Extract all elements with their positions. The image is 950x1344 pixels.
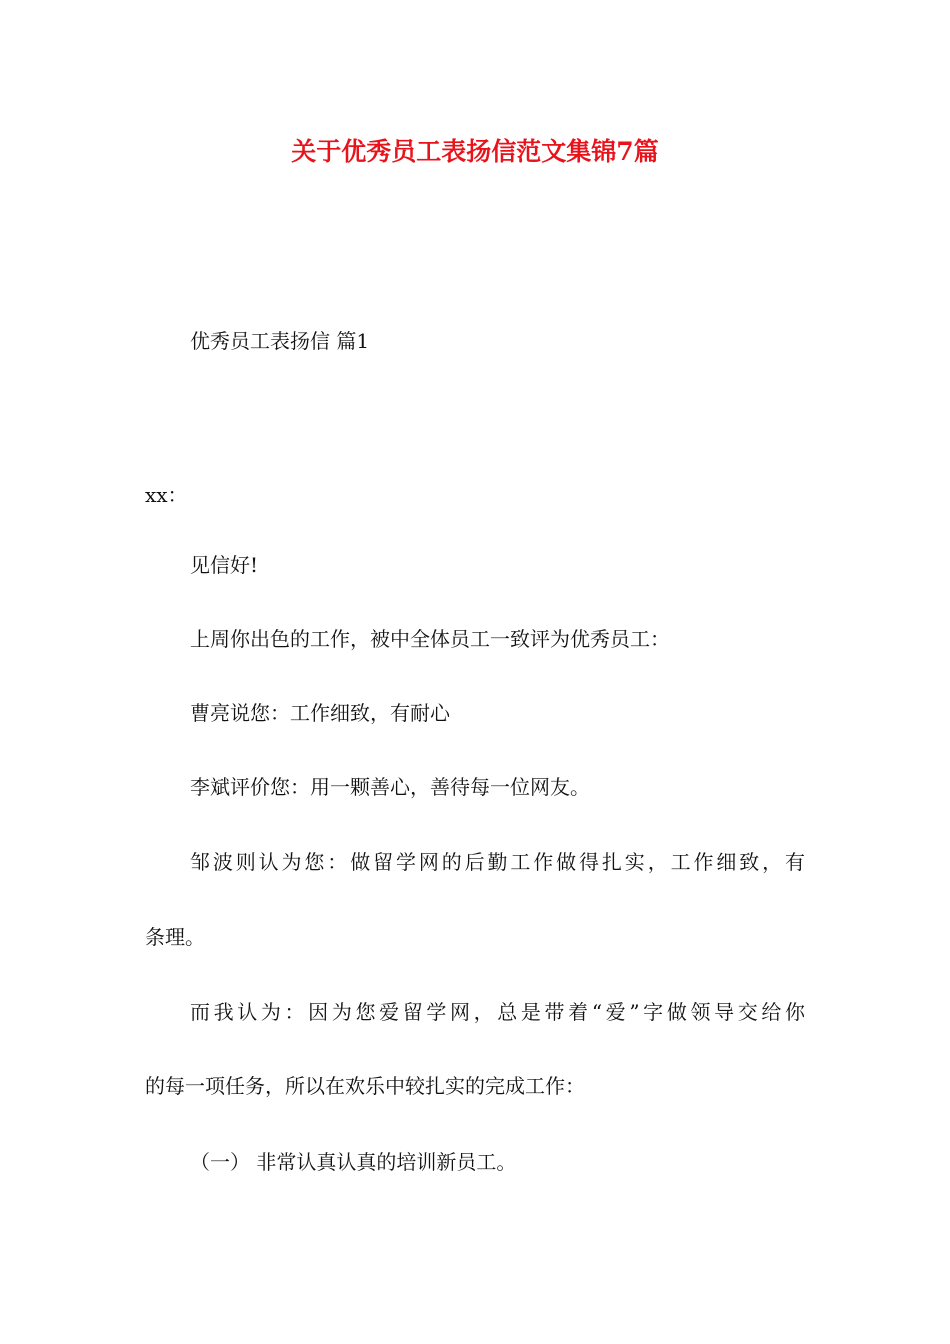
section-heading: 优秀员工表扬信 篇1 <box>190 329 370 353</box>
paragraph-opinion-line-1: 而我认为：因为您爱留学网，总是带着“爱”字做领导交给你 <box>190 1000 805 1024</box>
paragraph-comment-1: 曹亮说您：工作细致，有耐心 <box>190 701 450 725</box>
paragraph-comment-2: 李斌评价您：用一颗善心，善待每一位网友。 <box>190 775 590 799</box>
salutation: xx： <box>145 483 188 507</box>
paragraph-intro: 上周你出色的工作，被中全体员工一致评为优秀员工： <box>190 627 670 651</box>
list-item-1: （一） 非常认真认真的培训新员工。 <box>190 1150 517 1174</box>
paragraph-opinion-line-2: 的每一项任务，所以在欢乐中较扎实的完成工作： <box>145 1074 585 1098</box>
paragraph-comment-3-line-1: 邹波则认为您：做留学网的后勤工作做得扎实，工作细致，有 <box>190 850 805 874</box>
paragraph-greeting: 见信好! <box>190 553 259 577</box>
document-title: 关于优秀员工表扬信范文集锦7篇 <box>291 137 659 166</box>
paragraph-comment-3-line-2: 条理。 <box>145 925 205 949</box>
